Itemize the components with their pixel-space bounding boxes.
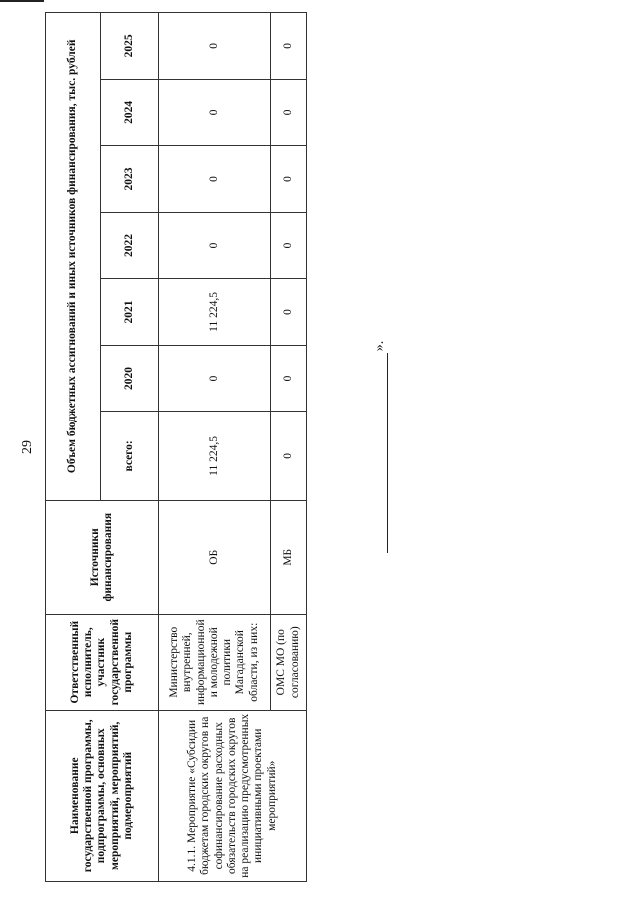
cell-value: 0 (159, 13, 271, 80)
cell-value: 0 (271, 13, 307, 80)
cell-value: 0 (271, 146, 307, 213)
cell-value: 0 (159, 146, 271, 213)
header-volume: Объем бюджетных ассигнований и иных источников финансирования, тыс. рублей (46, 13, 101, 501)
header-year-2023: 2023 (101, 146, 159, 213)
closing-line (370, 12, 388, 882)
cell-value: 0 (271, 212, 307, 279)
cell-total: 0 (271, 412, 307, 500)
header-total: всего: (101, 412, 159, 500)
cell-value: 11 224,5 (159, 279, 271, 346)
row-responsible-main: Министерство внутренней, информационной и молодежной политики Магаданской области, из них: (159, 614, 271, 710)
header-year-2020: 2020 (101, 345, 159, 412)
header-year-2025: 2025 (101, 13, 159, 80)
financing-table (45, 12, 307, 882)
page-number: 29 (20, 440, 35, 454)
header-year-2021: 2021 (101, 279, 159, 346)
cell-value: 0 (159, 79, 271, 146)
row-name: 4.1.1. Мероприятие «Субсидии бюджетам городских округов на софинансирование расходных обязательств городских округов на реализацию предусмотренных инициативными проектами мероприятий» (159, 710, 307, 881)
top-edge-mark (0, 0, 44, 2)
cell-value: 0 (271, 345, 307, 412)
cell-source: МБ (271, 500, 307, 614)
cell-source: ОБ (159, 500, 271, 614)
header-source: Источники финансирования (46, 500, 159, 614)
closing-quote: ». (372, 340, 387, 352)
header-responsible: Ответственный исполнитель, участник государственной программы (46, 614, 159, 710)
cell-value: 0 (271, 279, 307, 346)
header-year-2022: 2022 (101, 212, 159, 279)
header-year-2024: 2024 (101, 79, 159, 146)
table-row (159, 13, 271, 882)
cell-value: 0 (159, 212, 271, 279)
cell-total: 11 224,5 (159, 412, 271, 500)
cell-value: 0 (271, 79, 307, 146)
header-name: Наименование государственной программы, подпрограммы, основных мероприятий, мероприятий, подмероприятий (46, 710, 159, 881)
rotated-page-content (0, 12, 640, 882)
cell-value: 0 (159, 345, 271, 412)
row-responsible-sub: ОМС МО (по согласованию) (271, 614, 307, 710)
closing-rule (387, 353, 388, 553)
